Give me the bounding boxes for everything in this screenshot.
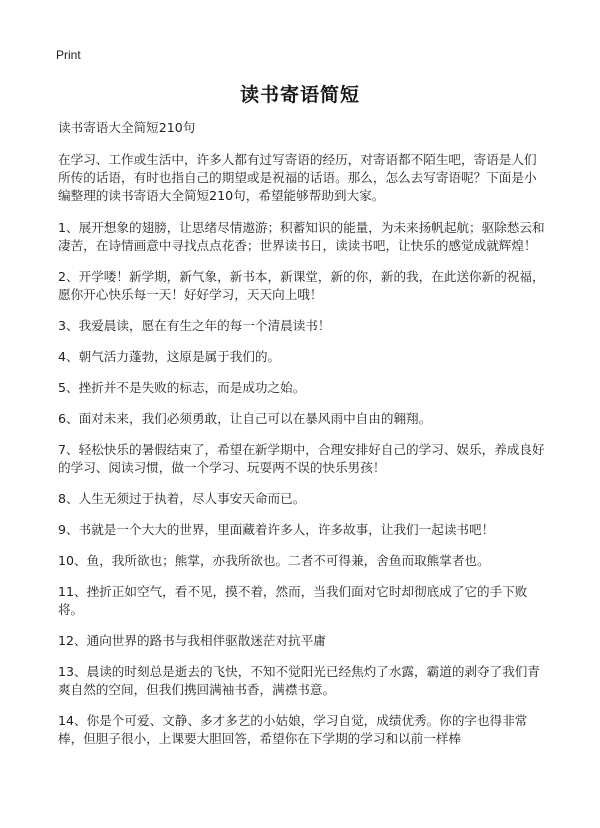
list-item: 4、朝气活力蓬勃，这原是属于我们的。 xyxy=(58,349,281,364)
list-item: 11、挫折正如空气，看不见，摸不着，然而，当我们面对它时却彻底成了它的手下败将。 xyxy=(58,584,528,617)
list-item: 14、你是个可爱、文静、多才多艺的小姑娘，学习自觉，成绩优秀。你的字也得非常棒，但胆子很小，上课要大胆回答，希望你在下学期的学习和以前一样棒 xyxy=(58,713,528,746)
list-item: 1、展开想象的翅膀，让思绪尽情遨游；积蓄知识的能量，为未来扬帆起航；驱除愁云和凄苦，在诗情画意中寻找点点花香；世界读书日，读读书吧，让快乐的感觉成就辉煌！ xyxy=(58,220,545,253)
document-subtitle: 读书寄语大全简短210句 xyxy=(58,120,196,135)
intro-paragraph: 在学习、工作或生活中，许多人都有过写寄语的经历，对寄语都不陌生吧，寄语是人们所传的话语，有时也指自己的期望或是祝福的话语。那么，怎么去写寄语呢？下面是小编整理的读书寄语大全简短210句，希望能够帮助到大家。 xyxy=(58,152,537,203)
list-item: 8、人生无须过于执着，尽人事安天命而已。 xyxy=(58,491,306,506)
list-item: 10、鱼，我所欲也；熊掌，亦我所欲也。二者不可得兼，舍鱼而取熊掌者也。 xyxy=(58,553,490,568)
list-item: 2、开学喽！新学期，新气象，新书本，新课堂，新的你，新的我，在此送你新的祝福，愿你开心快乐每一天！好好学习，天天向上哦！ xyxy=(58,269,545,302)
document-body xyxy=(58,119,546,761)
list-item: 3、我爱晨读，愿在有生之年的每一个清晨读书！ xyxy=(58,318,331,333)
list-item: 13、晨读的时刻总是逝去的飞快，不知不觉阳光已经焦灼了水露，霸道的剥夺了我们青爽自然的空间，但我们携回满袖书香，满襟书意。 xyxy=(58,664,540,697)
list-item: 5、挫折并不是失败的标志，而是成功之始。 xyxy=(58,380,306,395)
list-item: 9、书就是一个大大的世界，里面藏着许多人，许多故事，让我们一起读书吧！ xyxy=(58,522,495,537)
page-title: 读书寄语简短 xyxy=(239,84,360,106)
print-link[interactable]: Print xyxy=(56,48,81,62)
list-item: 7、轻松快乐的暑假结束了，希望在新学期中，合理安排好自己的学习、娱乐，养成良好的学习、阅读习惯，做一个学习、玩耍两不误的快乐男孩！ xyxy=(58,442,545,475)
list-item: 6、面对未来，我们必须勇敢，让自己可以在暴风雨中自由的翱翔。 xyxy=(58,411,432,426)
list-item: 12、通向世界的路书与我相伴驱散迷茫对抗平庸 xyxy=(58,633,326,648)
